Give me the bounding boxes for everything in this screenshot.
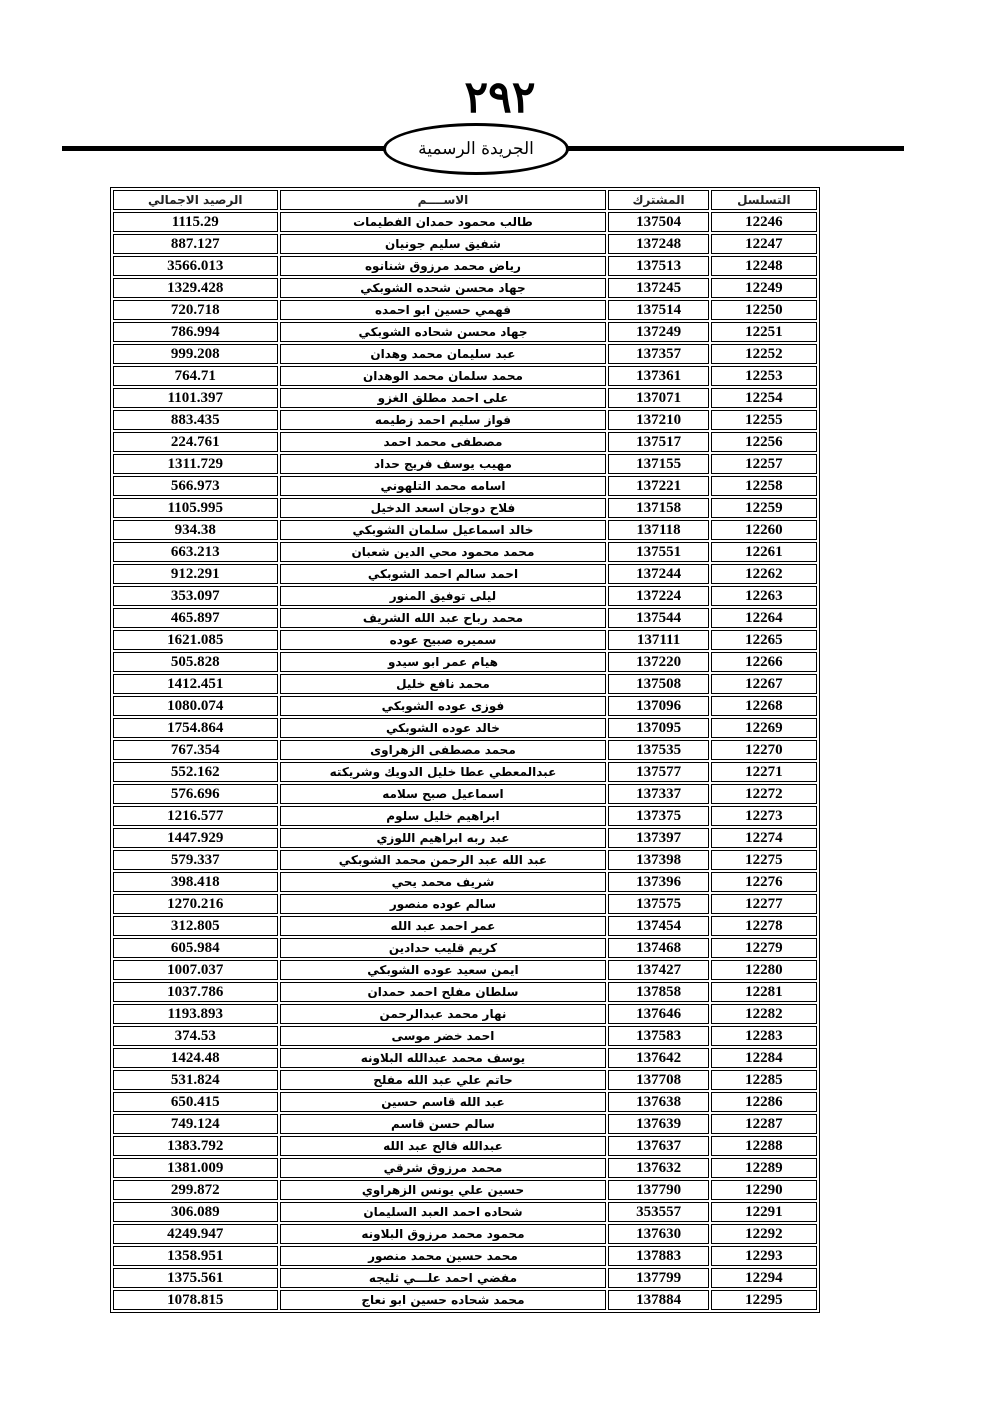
- balance-cell: 531.824: [113, 1070, 278, 1090]
- balance-cell: 4249.947: [113, 1224, 278, 1244]
- name-cell: احمد سالم احمد الشوبكي: [280, 564, 607, 584]
- serial-cell: 12246: [711, 212, 817, 232]
- serial-cell: 12284: [711, 1048, 817, 1068]
- name-cell: شريف محمد يحي: [280, 872, 607, 892]
- balance-cell: 1381.009: [113, 1158, 278, 1178]
- subscriber-cell: 137799: [608, 1268, 708, 1288]
- balance-cell: 505.828: [113, 652, 278, 672]
- serial-cell: 12266: [711, 652, 817, 672]
- serial-cell: 12277: [711, 894, 817, 914]
- table-row: [113, 1114, 817, 1134]
- gazette-title-oval: [383, 123, 569, 175]
- subscriber-cell: 137883: [608, 1246, 708, 1266]
- serial-cell: 12287: [711, 1114, 817, 1134]
- name-cell: عبد سليمان محمد وهدان: [280, 344, 607, 364]
- serial-cell: 12294: [711, 1268, 817, 1288]
- name-cell: مهيب يوسف فريج حداد: [280, 454, 607, 474]
- name-cell: حاتم علي عبد الله مفلح: [280, 1070, 607, 1090]
- balance-cell: 1037.786: [113, 982, 278, 1002]
- subscriber-cell: 137224: [608, 586, 708, 606]
- subscriber-cell: 137637: [608, 1136, 708, 1156]
- name-cell: سميره صبيح عوده: [280, 630, 607, 650]
- name-cell: عمر احمد عبد الله: [280, 916, 607, 936]
- balance-cell: 1383.792: [113, 1136, 278, 1156]
- name-cell: سالم حسن قاسم: [280, 1114, 607, 1134]
- table-body: [113, 212, 817, 1310]
- column-header-serial: التسلسل: [711, 190, 817, 210]
- table-row: [113, 1268, 817, 1288]
- table-row: [113, 630, 817, 650]
- serial-cell: 12289: [711, 1158, 817, 1178]
- table-row: [113, 212, 817, 232]
- serial-cell: 12272: [711, 784, 817, 804]
- serial-cell: 12261: [711, 542, 817, 562]
- serial-cell: 12251: [711, 322, 817, 342]
- table-header-row: [113, 190, 817, 210]
- name-cell: عبد ربه ابراهيم اللوزي: [280, 828, 607, 848]
- table-row: [113, 828, 817, 848]
- subscriber-cell: 137630: [608, 1224, 708, 1244]
- serial-cell: 12260: [711, 520, 817, 540]
- name-cell: عبدالله فالح عبد الله: [280, 1136, 607, 1156]
- table-row: [113, 696, 817, 716]
- table-row: [113, 322, 817, 342]
- balance-cell: 1216.577: [113, 806, 278, 826]
- table-row: [113, 1158, 817, 1178]
- balance-cell: 1621.085: [113, 630, 278, 650]
- table-row: [113, 410, 817, 430]
- page-number: ٢٩٢: [464, 72, 536, 123]
- subscriber-cell: 137577: [608, 762, 708, 782]
- serial-cell: 12256: [711, 432, 817, 452]
- name-cell: مفضي احمد علـــي ثليجه: [280, 1268, 607, 1288]
- serial-cell: 12292: [711, 1224, 817, 1244]
- serial-cell: 12280: [711, 960, 817, 980]
- balance-cell: 1115.29: [113, 212, 278, 232]
- table-row: [113, 608, 817, 628]
- gazette-title: الجريدة الرسمية: [418, 139, 534, 159]
- balance-cell: 1375.561: [113, 1268, 278, 1288]
- balance-cell: 465.897: [113, 608, 278, 628]
- serial-cell: 12276: [711, 872, 817, 892]
- balance-cell: 1078.815: [113, 1290, 278, 1310]
- table-row: [113, 1180, 817, 1200]
- table-row: [113, 652, 817, 672]
- name-cell: سلطان مفلح احمد حمدان: [280, 982, 607, 1002]
- name-cell: سالم عوده منصور: [280, 894, 607, 914]
- table-row: [113, 1202, 817, 1222]
- serial-cell: 12274: [711, 828, 817, 848]
- balance-cell: 353.097: [113, 586, 278, 606]
- serial-cell: 12273: [711, 806, 817, 826]
- table-row: [113, 784, 817, 804]
- column-header-name: الاســــم: [280, 190, 607, 210]
- balance-cell: 934.38: [113, 520, 278, 540]
- balance-cell: 749.124: [113, 1114, 278, 1134]
- table-row: [113, 234, 817, 254]
- balance-cell: 786.994: [113, 322, 278, 342]
- subscriber-cell: 137249: [608, 322, 708, 342]
- table-row: [113, 1026, 817, 1046]
- subscriber-cell: 137375: [608, 806, 708, 826]
- name-cell: محمد محمود محي الدين شعبان: [280, 542, 607, 562]
- table-row: [113, 542, 817, 562]
- subscriber-cell: 137361: [608, 366, 708, 386]
- subscriber-cell: 137790: [608, 1180, 708, 1200]
- serial-cell: 12259: [711, 498, 817, 518]
- serial-cell: 12275: [711, 850, 817, 870]
- table-row: [113, 520, 817, 540]
- subscriber-cell: 137544: [608, 608, 708, 628]
- name-cell: نهار محمد عبدالرحمن: [280, 1004, 607, 1024]
- column-header-balance: الرصيد الاجمالي: [113, 190, 278, 210]
- balance-cell: 1447.929: [113, 828, 278, 848]
- subscriber-cell: 137646: [608, 1004, 708, 1024]
- subscriber-cell: 137244: [608, 564, 708, 584]
- serial-cell: 12291: [711, 1202, 817, 1222]
- name-cell: رياض محمد مرزوق شنانوه: [280, 256, 607, 276]
- table-row: [113, 1290, 817, 1310]
- subscriber-cell: 137210: [608, 410, 708, 430]
- balance-cell: 764.71: [113, 366, 278, 386]
- name-cell: حسين علي يونس الزهراوي: [280, 1180, 607, 1200]
- balance-cell: 312.805: [113, 916, 278, 936]
- serial-cell: 12283: [711, 1026, 817, 1046]
- name-cell: محمد سلمان محمد الوهدان: [280, 366, 607, 386]
- subscriber-cell: 137095: [608, 718, 708, 738]
- subscriber-cell: 137535: [608, 740, 708, 760]
- serial-cell: 12255: [711, 410, 817, 430]
- subscriber-cell: 137708: [608, 1070, 708, 1090]
- name-cell: جهاد محسن شحده الشوبكي: [280, 278, 607, 298]
- subscriber-cell: 137583: [608, 1026, 708, 1046]
- serial-cell: 12250: [711, 300, 817, 320]
- subscriber-cell: 137245: [608, 278, 708, 298]
- subscriber-cell: 137551: [608, 542, 708, 562]
- subscriber-cell: 137220: [608, 652, 708, 672]
- balance-cell: 306.089: [113, 1202, 278, 1222]
- balance-cell: 1080.074: [113, 696, 278, 716]
- serial-cell: 12257: [711, 454, 817, 474]
- subscriber-cell: 137642: [608, 1048, 708, 1068]
- balance-cell: 999.208: [113, 344, 278, 364]
- balance-cell: 1007.037: [113, 960, 278, 980]
- subscriber-cell: 137504: [608, 212, 708, 232]
- serial-cell: 12248: [711, 256, 817, 276]
- table-row: [113, 938, 817, 958]
- serial-cell: 12269: [711, 718, 817, 738]
- name-cell: محمد مصطفى الزهراوى: [280, 740, 607, 760]
- table-row: [113, 498, 817, 518]
- subscriber-cell: 137096: [608, 696, 708, 716]
- serial-cell: 12247: [711, 234, 817, 254]
- subscriber-cell: 137118: [608, 520, 708, 540]
- table-row: [113, 300, 817, 320]
- name-cell: محمود محمد مرزوق البلاونه: [280, 1224, 607, 1244]
- name-cell: عبد الله قاسم حسين: [280, 1092, 607, 1112]
- balance-cell: 3566.013: [113, 256, 278, 276]
- subscriber-cell: 137454: [608, 916, 708, 936]
- balance-cell: 1754.864: [113, 718, 278, 738]
- serial-cell: 12265: [711, 630, 817, 650]
- balance-cell: 374.53: [113, 1026, 278, 1046]
- table-row: [113, 960, 817, 980]
- table-row: [113, 1048, 817, 1068]
- table-row: [113, 586, 817, 606]
- name-cell: خالد عوده الشوبكي: [280, 718, 607, 738]
- subscriber-cell: 137468: [608, 938, 708, 958]
- name-cell: طالب محمود حمدان الفطيمات: [280, 212, 607, 232]
- table-row: [113, 916, 817, 936]
- serial-cell: 12293: [711, 1246, 817, 1266]
- balance-cell: 576.696: [113, 784, 278, 804]
- balance-cell: 579.337: [113, 850, 278, 870]
- balance-cell: 1358.951: [113, 1246, 278, 1266]
- serial-cell: 12279: [711, 938, 817, 958]
- subscriber-cell: 137337: [608, 784, 708, 804]
- subscriber-cell: 137396: [608, 872, 708, 892]
- table-row: [113, 344, 817, 364]
- balance-cell: 720.718: [113, 300, 278, 320]
- table-row: [113, 850, 817, 870]
- balance-table: [110, 187, 820, 1313]
- table-row: [113, 1136, 817, 1156]
- subscriber-cell: 137639: [608, 1114, 708, 1134]
- serial-cell: 12263: [711, 586, 817, 606]
- serial-cell: 12290: [711, 1180, 817, 1200]
- table-row: [113, 806, 817, 826]
- balance-cell: 1105.995: [113, 498, 278, 518]
- balance-cell: 887.127: [113, 234, 278, 254]
- serial-cell: 12282: [711, 1004, 817, 1024]
- subscriber-cell: 137575: [608, 894, 708, 914]
- name-cell: فهمي حسين ابو احمده: [280, 300, 607, 320]
- balance-cell: 398.418: [113, 872, 278, 892]
- subscriber-cell: 137248: [608, 234, 708, 254]
- subscriber-cell: 137427: [608, 960, 708, 980]
- name-cell: ابراهيم خليل سلوم: [280, 806, 607, 826]
- subscriber-cell: 137514: [608, 300, 708, 320]
- subscriber-cell: 137221: [608, 476, 708, 496]
- serial-cell: 12268: [711, 696, 817, 716]
- table-row: [113, 718, 817, 738]
- name-cell: يوسف محمد عبدالله البلاونه: [280, 1048, 607, 1068]
- table-row: [113, 1246, 817, 1266]
- balance-cell: 1424.48: [113, 1048, 278, 1068]
- name-cell: هيام عمر ابو سيدو: [280, 652, 607, 672]
- serial-cell: 12249: [711, 278, 817, 298]
- serial-cell: 12288: [711, 1136, 817, 1156]
- balance-cell: 1101.397: [113, 388, 278, 408]
- table-row: [113, 1092, 817, 1112]
- table-row: [113, 1070, 817, 1090]
- table-row: [113, 762, 817, 782]
- serial-cell: 12278: [711, 916, 817, 936]
- table-row: [113, 432, 817, 452]
- subscriber-cell: 137158: [608, 498, 708, 518]
- name-cell: خالد اسماعيل سلمان الشوبكي: [280, 520, 607, 540]
- subscriber-cell: 137111: [608, 630, 708, 650]
- balance-cell: 1270.216: [113, 894, 278, 914]
- name-cell: عبدالمعطي عطا خليل الدويك وشريكته: [280, 762, 607, 782]
- balance-cell: 552.162: [113, 762, 278, 782]
- name-cell: ايمن سعيد عوده الشوبكي: [280, 960, 607, 980]
- table-row: [113, 740, 817, 760]
- serial-cell: 12281: [711, 982, 817, 1002]
- name-cell: فواز سليم احمد زطيمه: [280, 410, 607, 430]
- serial-cell: 12264: [711, 608, 817, 628]
- table-row: [113, 872, 817, 892]
- balance-cell: 767.354: [113, 740, 278, 760]
- balance-cell: 299.872: [113, 1180, 278, 1200]
- name-cell: فوزى عوده الشوبكي: [280, 696, 607, 716]
- balance-cell: 224.761: [113, 432, 278, 452]
- table-row: [113, 674, 817, 694]
- name-cell: شفيق سليم جونيان: [280, 234, 607, 254]
- table-row: [113, 454, 817, 474]
- name-cell: على احمد مطلق الغزو: [280, 388, 607, 408]
- subscriber-balance-table: [110, 187, 820, 1313]
- name-cell: محمد رباح عبد الله الشريف: [280, 608, 607, 628]
- name-cell: محمد شحاده حسين ابو نعاج: [280, 1290, 607, 1310]
- balance-cell: 912.291: [113, 564, 278, 584]
- serial-cell: 12270: [711, 740, 817, 760]
- subscriber-cell: 137398: [608, 850, 708, 870]
- subscriber-cell: 137071: [608, 388, 708, 408]
- serial-cell: 12262: [711, 564, 817, 584]
- serial-cell: 12267: [711, 674, 817, 694]
- name-cell: فلاح دوجان اسعد الدخيل: [280, 498, 607, 518]
- subscriber-cell: 137357: [608, 344, 708, 364]
- name-cell: محمد نافع خليل: [280, 674, 607, 694]
- subscriber-cell: 137508: [608, 674, 708, 694]
- balance-cell: 650.415: [113, 1092, 278, 1112]
- balance-cell: 1412.451: [113, 674, 278, 694]
- serial-cell: 12286: [711, 1092, 817, 1112]
- subscriber-cell: 137513: [608, 256, 708, 276]
- name-cell: ليلى توفيق المنور: [280, 586, 607, 606]
- name-cell: عبد الله عبد الرحمن محمد الشوبكي: [280, 850, 607, 870]
- table-row: [113, 388, 817, 408]
- subscriber-cell: 137638: [608, 1092, 708, 1112]
- subscriber-cell: 137884: [608, 1290, 708, 1310]
- serial-cell: 12271: [711, 762, 817, 782]
- table-row: [113, 982, 817, 1002]
- balance-cell: 663.213: [113, 542, 278, 562]
- serial-cell: 12252: [711, 344, 817, 364]
- name-cell: مصطفى محمد احمد: [280, 432, 607, 452]
- table-row: [113, 278, 817, 298]
- name-cell: اسماعيل صبح سلامه: [280, 784, 607, 804]
- serial-cell: 12253: [711, 366, 817, 386]
- balance-cell: 605.984: [113, 938, 278, 958]
- subscriber-cell: 137155: [608, 454, 708, 474]
- subscriber-cell: 137858: [608, 982, 708, 1002]
- balance-cell: 1329.428: [113, 278, 278, 298]
- name-cell: جهاد محسن شحاده الشوبكي: [280, 322, 607, 342]
- table-row: [113, 256, 817, 276]
- subscriber-cell: 137397: [608, 828, 708, 848]
- name-cell: كريم قليب حدادين: [280, 938, 607, 958]
- table-row: [113, 476, 817, 496]
- name-cell: شحاده احمد العبد السليمان: [280, 1202, 607, 1222]
- serial-cell: 12254: [711, 388, 817, 408]
- name-cell: اسامه محمد التلهوني: [280, 476, 607, 496]
- serial-cell: 12285: [711, 1070, 817, 1090]
- name-cell: محمد مرزوق شرقي: [280, 1158, 607, 1178]
- table-row: [113, 1224, 817, 1244]
- balance-cell: 1311.729: [113, 454, 278, 474]
- subscriber-cell: 353557: [608, 1202, 708, 1222]
- column-header-subscriber: المشترك: [608, 190, 708, 210]
- balance-cell: 1193.893: [113, 1004, 278, 1024]
- balance-cell: 566.973: [113, 476, 278, 496]
- table-row: [113, 564, 817, 584]
- table-row: [113, 1004, 817, 1024]
- subscriber-cell: 137632: [608, 1158, 708, 1178]
- serial-cell: 12295: [711, 1290, 817, 1310]
- subscriber-cell: 137517: [608, 432, 708, 452]
- table-row: [113, 366, 817, 386]
- balance-cell: 883.435: [113, 410, 278, 430]
- name-cell: احمد خضر موسى: [280, 1026, 607, 1046]
- table-row: [113, 894, 817, 914]
- serial-cell: 12258: [711, 476, 817, 496]
- name-cell: محمد حسين محمد منصور: [280, 1246, 607, 1266]
